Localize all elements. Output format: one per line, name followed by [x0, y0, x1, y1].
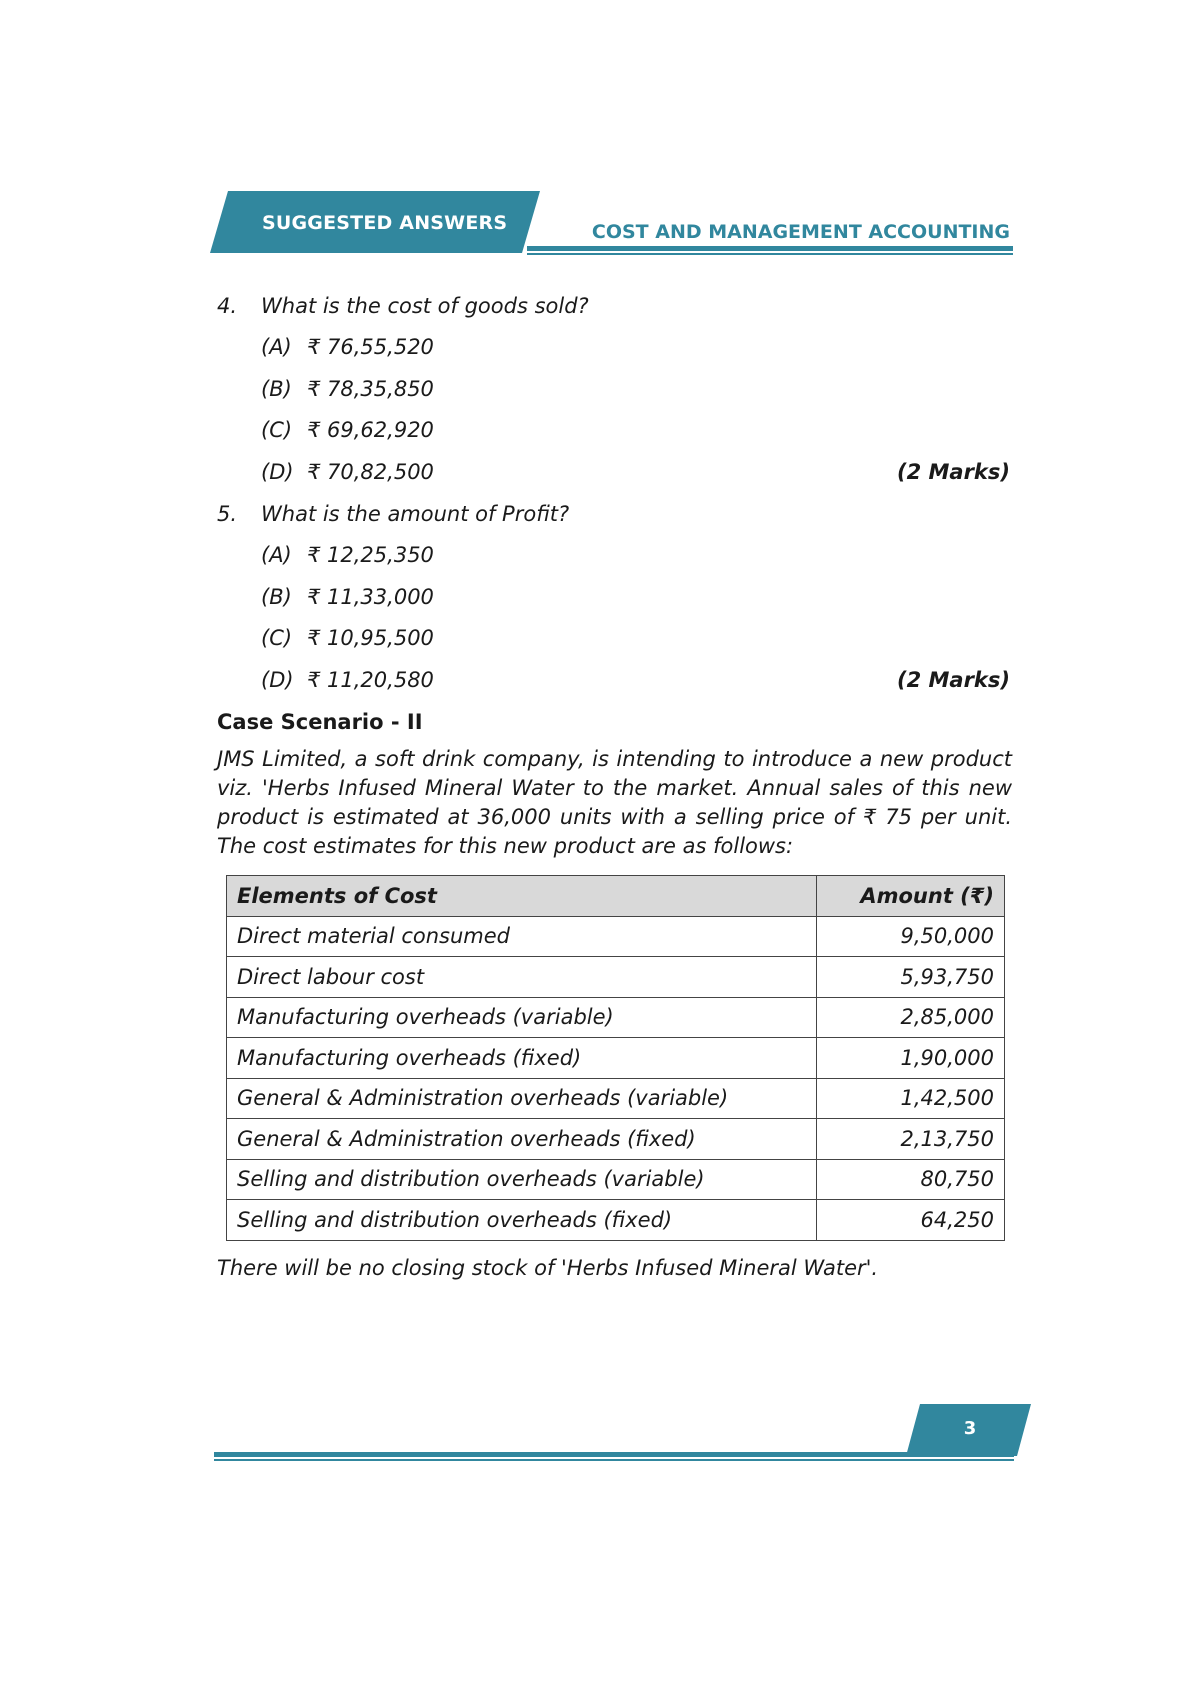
- option-label: (A): [261, 543, 292, 567]
- option-label: (A): [261, 335, 292, 359]
- cost-amount: 9,50,000: [817, 916, 1005, 957]
- footer-rule: [214, 1452, 1014, 1457]
- option-value: ₹ 12,25,350: [307, 543, 434, 567]
- cost-amount: 80,750: [817, 1159, 1005, 1200]
- option-a: [217, 327, 1012, 369]
- cost-table: [226, 875, 1005, 1241]
- option-label: (B): [261, 584, 292, 609]
- cost-amount: 1,90,000: [817, 1038, 1005, 1079]
- question-text: What is the amount of Profit?: [261, 502, 570, 526]
- cost-element: Direct labour cost: [227, 957, 817, 998]
- page-number: 3: [963, 1418, 977, 1439]
- cost-element: Selling and distribution overheads (variable): [227, 1159, 817, 1200]
- option-a: [217, 535, 1012, 577]
- header-title: COST AND MANAGEMENT ACCOUNTING: [591, 221, 1010, 243]
- option-value: ₹ 70,82,500: [307, 459, 434, 484]
- table-row: [227, 1200, 1005, 1241]
- column-header-amount: Amount (₹): [817, 876, 1005, 917]
- question-line: [217, 285, 1012, 327]
- cost-amount: 1,42,500: [817, 1078, 1005, 1119]
- cost-element: Manufacturing overheads (variable): [227, 997, 817, 1038]
- cost-element: Manufacturing overheads (fixed): [227, 1038, 817, 1079]
- option-label: (C): [261, 418, 293, 442]
- header-rule: [527, 246, 1013, 251]
- table-row: [227, 916, 1005, 957]
- table-header-row: [227, 876, 1005, 917]
- question-4: [217, 285, 1012, 493]
- option-b: [217, 369, 1012, 411]
- marks-label: (2 Marks): [896, 667, 1010, 692]
- page-content: [217, 285, 1012, 1280]
- option-value: ₹ 69,62,920: [307, 418, 434, 442]
- header-rule-thin: [527, 253, 1013, 255]
- cost-element: General & Administration overheads (variable): [227, 1078, 817, 1119]
- option-value: ₹ 10,95,500: [307, 626, 434, 650]
- question-number: 4.: [217, 294, 238, 318]
- case-scenario-paragraph: JMS Limited, a soft drink company, is intending to introduce a new product viz. 'Herbs Infused Mineral Water to the market. Annual sales of this new product is estimated at 36,000 units with a selling price of ₹ 75 per unit. The cost estimates for this new product are as follows:: [217, 747, 1012, 858]
- cost-element: Direct material consumed: [227, 916, 817, 957]
- cost-amount: 5,93,750: [817, 957, 1005, 998]
- cost-element: General & Administration overheads (fixed): [227, 1119, 817, 1160]
- question-number: 5.: [217, 502, 238, 526]
- option-d: [217, 660, 1012, 702]
- marks-label: (2 Marks): [896, 459, 1010, 484]
- question-line: [217, 493, 1012, 535]
- option-value: ₹ 11,33,000: [307, 584, 434, 609]
- option-d: [217, 452, 1012, 494]
- option-label: (D): [261, 459, 294, 484]
- option-value: ₹ 11,20,580: [307, 667, 434, 692]
- case-scenario-heading: Case Scenario - II: [217, 710, 423, 734]
- table-row: [227, 957, 1005, 998]
- table-row: [227, 1159, 1005, 1200]
- option-value: ₹ 76,55,520: [307, 335, 434, 359]
- cost-amount: 64,250: [817, 1200, 1005, 1241]
- option-c: [217, 410, 1012, 452]
- table-row: [227, 997, 1005, 1038]
- table-row: [227, 1078, 1005, 1119]
- question-text: What is the cost of goods sold?: [261, 294, 589, 318]
- option-label: (C): [261, 626, 293, 650]
- option-b: [217, 577, 1012, 619]
- cost-amount: 2,13,750: [817, 1119, 1005, 1160]
- option-label: (B): [261, 376, 292, 401]
- column-header-elements: Elements of Cost: [227, 876, 817, 917]
- option-label: (D): [261, 667, 294, 692]
- option-value: ₹ 78,35,850: [307, 376, 434, 401]
- header-tab-label: SUGGESTED ANSWERS: [262, 212, 508, 234]
- footer-rule-thin: [214, 1459, 1014, 1461]
- option-c: [217, 618, 1012, 660]
- table-row: [227, 1038, 1005, 1079]
- closing-stock-note: There will be no closing stock of 'Herbs Infused Mineral Water'.: [217, 1255, 879, 1280]
- cost-amount: 2,85,000: [817, 997, 1005, 1038]
- cost-element: Selling and distribution overheads (fixed): [227, 1200, 817, 1241]
- table-row: [227, 1119, 1005, 1160]
- question-5: [217, 493, 1012, 701]
